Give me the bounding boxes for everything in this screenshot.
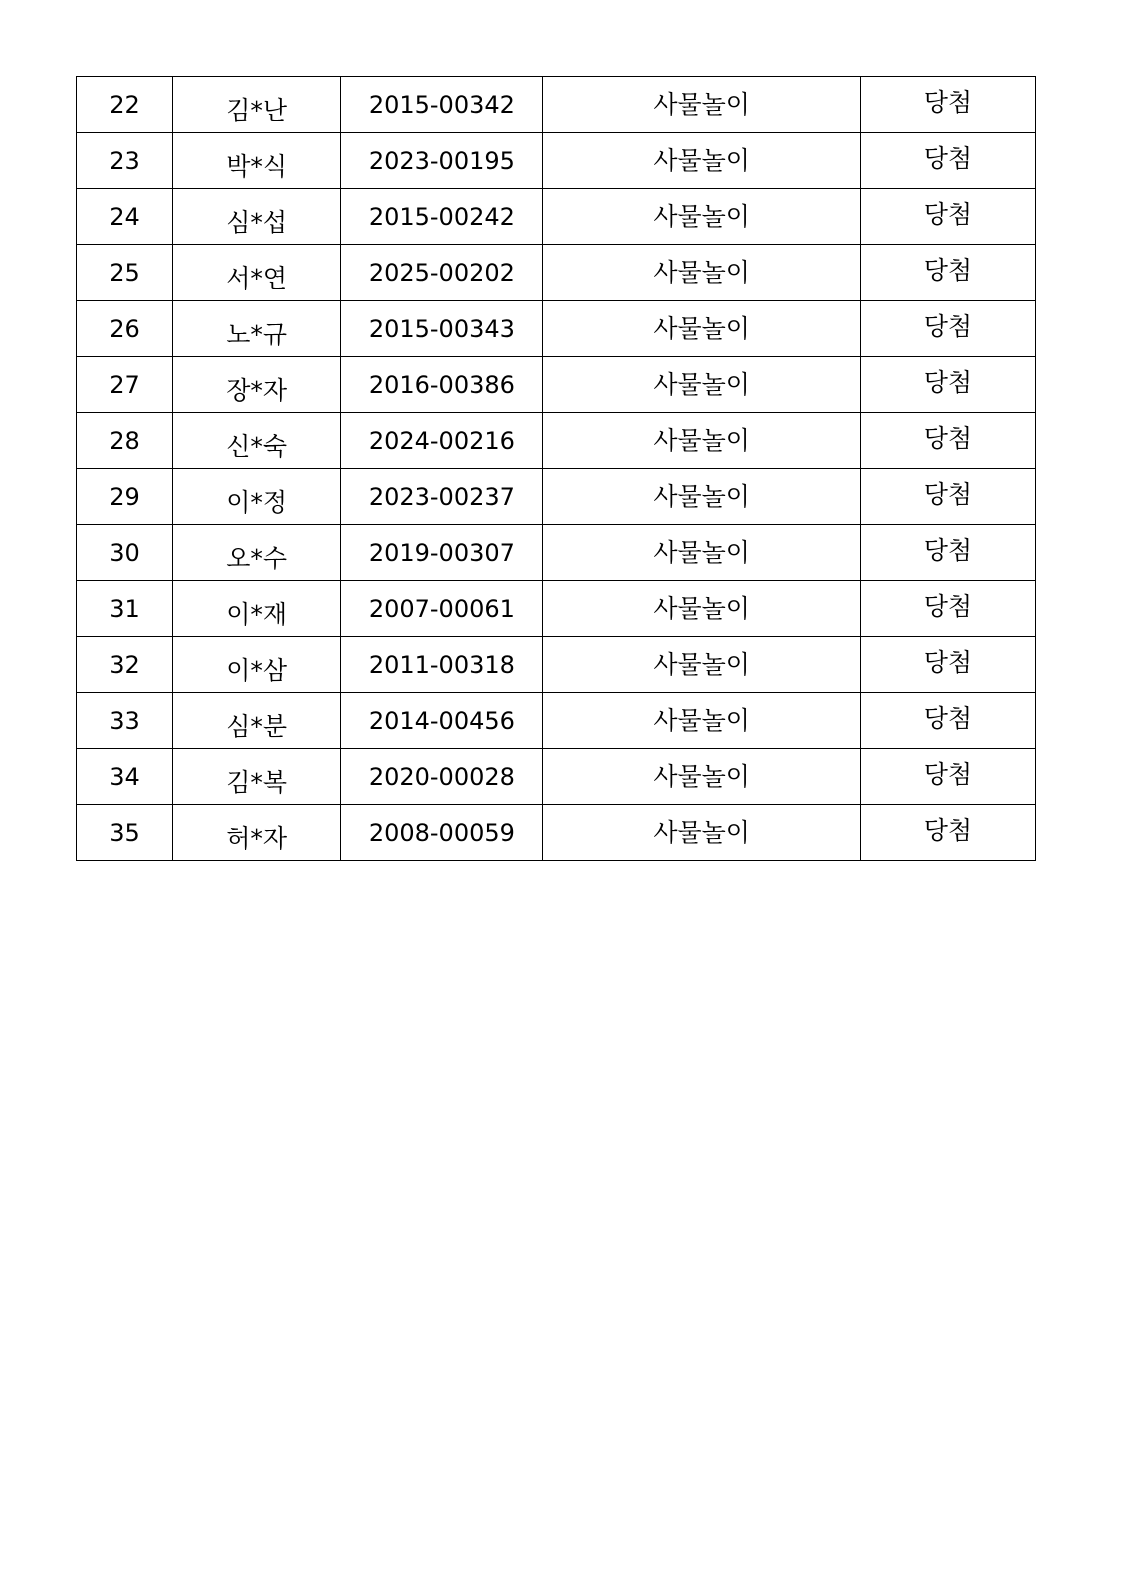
applicant-name-cell — [173, 693, 341, 749]
row-number-cell — [77, 749, 173, 805]
applicant-name: 박*식 — [226, 152, 288, 181]
registration-id-cell — [341, 749, 543, 805]
table-row — [77, 413, 1036, 469]
result-cell — [860, 77, 1035, 133]
row-number-cell — [77, 413, 173, 469]
applicant-name-cell — [173, 357, 341, 413]
applicant-name-cell — [173, 245, 341, 301]
registration-id-cell — [341, 301, 543, 357]
result-cell — [860, 357, 1035, 413]
row-number: 26 — [109, 315, 140, 343]
row-number-cell — [77, 357, 173, 413]
table-row — [77, 301, 1036, 357]
result-cell — [860, 805, 1035, 861]
result-cell — [860, 525, 1035, 581]
row-number: 33 — [109, 707, 140, 735]
result-cell — [860, 749, 1035, 805]
registration-id: 2011-00318 — [368, 651, 515, 679]
program-cell — [543, 637, 860, 693]
applicant-name-cell — [173, 469, 341, 525]
registration-id: 2016-00386 — [368, 371, 515, 399]
applicant-name-cell — [173, 581, 341, 637]
applicant-name: 신*숙 — [226, 432, 288, 461]
registration-id: 2015-00343 — [368, 315, 515, 343]
program-cell — [543, 805, 860, 861]
row-number: 23 — [109, 147, 140, 175]
program-name: 사물놀이 — [653, 90, 750, 119]
applicant-name: 장*자 — [226, 376, 288, 405]
lottery-result-table — [76, 76, 1036, 861]
program-name: 사물놀이 — [653, 370, 750, 399]
row-number-cell — [77, 637, 173, 693]
registration-id: 2023-00195 — [368, 147, 515, 175]
program-cell — [543, 469, 860, 525]
result-status: 당첨 — [923, 424, 973, 453]
program-name: 사물놀이 — [653, 146, 750, 175]
applicant-name-cell — [173, 133, 341, 189]
program-name: 사물놀이 — [653, 818, 750, 847]
table-row — [77, 525, 1036, 581]
registration-id-cell — [341, 693, 543, 749]
registration-id-cell — [341, 581, 543, 637]
registration-id-cell — [341, 469, 543, 525]
result-status: 당첨 — [923, 256, 973, 285]
program-cell — [543, 245, 860, 301]
applicant-name-cell — [173, 77, 341, 133]
applicant-name-cell — [173, 301, 341, 357]
registration-id-cell — [341, 245, 543, 301]
program-cell — [543, 525, 860, 581]
result-status: 당첨 — [923, 816, 973, 845]
row-number-cell — [77, 525, 173, 581]
applicant-name: 오*수 — [226, 544, 288, 573]
program-cell — [543, 749, 860, 805]
result-status: 당첨 — [923, 480, 973, 509]
applicant-name: 노*규 — [226, 320, 288, 349]
applicant-name-cell — [173, 189, 341, 245]
program-name: 사물놀이 — [653, 482, 750, 511]
row-number-cell — [77, 245, 173, 301]
row-number-cell — [77, 189, 173, 245]
row-number: 32 — [109, 651, 140, 679]
applicant-name-cell — [173, 525, 341, 581]
row-number: 35 — [109, 819, 140, 847]
row-number-cell — [77, 581, 173, 637]
registration-id-cell — [341, 413, 543, 469]
row-number: 25 — [109, 259, 140, 287]
row-number-cell — [77, 469, 173, 525]
applicant-name: 심*분 — [226, 712, 288, 741]
table-row — [77, 693, 1036, 749]
table-row — [77, 469, 1036, 525]
registration-id: 2015-00242 — [368, 203, 515, 231]
result-cell — [860, 413, 1035, 469]
table-row — [77, 749, 1036, 805]
result-cell — [860, 693, 1035, 749]
result-status: 당첨 — [923, 592, 973, 621]
row-number-cell — [77, 301, 173, 357]
row-number-cell — [77, 77, 173, 133]
program-cell — [543, 581, 860, 637]
registration-id-cell — [341, 805, 543, 861]
registration-id-cell — [341, 357, 543, 413]
registration-id-cell — [341, 525, 543, 581]
result-status: 당첨 — [923, 648, 973, 677]
result-cell — [860, 301, 1035, 357]
result-cell — [860, 637, 1035, 693]
row-number-cell — [77, 693, 173, 749]
program-name: 사물놀이 — [653, 314, 750, 343]
registration-id: 2014-00456 — [368, 707, 515, 735]
registration-id: 2007-00061 — [368, 595, 515, 623]
table-row — [77, 805, 1036, 861]
result-cell — [860, 469, 1035, 525]
program-cell — [543, 189, 860, 245]
applicant-name-cell — [173, 805, 341, 861]
result-cell — [860, 245, 1035, 301]
applicant-name-cell — [173, 637, 341, 693]
registration-id: 2025-00202 — [368, 259, 515, 287]
row-number: 29 — [109, 483, 140, 511]
program-name: 사물놀이 — [653, 706, 750, 735]
result-status: 당첨 — [923, 88, 973, 117]
table-row — [77, 581, 1036, 637]
applicant-name: 허*자 — [226, 824, 288, 853]
registration-id-cell — [341, 133, 543, 189]
registration-id: 2020-00028 — [368, 763, 515, 791]
program-cell — [543, 77, 860, 133]
result-status: 당첨 — [923, 704, 973, 733]
registration-id: 2023-00237 — [368, 483, 515, 511]
result-status: 당첨 — [923, 312, 973, 341]
applicant-name: 김*복 — [226, 768, 288, 797]
table-row — [77, 77, 1036, 133]
result-status: 당첨 — [923, 760, 973, 789]
applicant-name: 서*연 — [226, 264, 288, 293]
row-number: 22 — [109, 91, 140, 119]
row-number: 24 — [109, 203, 140, 231]
result-status: 당첨 — [923, 200, 973, 229]
program-name: 사물놀이 — [653, 258, 750, 287]
program-cell — [543, 693, 860, 749]
registration-id-cell — [341, 637, 543, 693]
row-number: 28 — [109, 427, 140, 455]
program-cell — [543, 357, 860, 413]
applicant-name: 이*재 — [226, 600, 288, 629]
program-cell — [543, 301, 860, 357]
table-row — [77, 133, 1036, 189]
row-number: 27 — [109, 371, 140, 399]
registration-id: 2008-00059 — [368, 819, 515, 847]
result-cell — [860, 133, 1035, 189]
row-number-cell — [77, 133, 173, 189]
result-status: 당첨 — [923, 536, 973, 565]
applicant-name-cell — [173, 413, 341, 469]
applicant-name-cell — [173, 749, 341, 805]
program-name: 사물놀이 — [653, 762, 750, 791]
applicant-name: 이*정 — [226, 488, 288, 517]
applicant-name: 심*섭 — [226, 208, 288, 237]
result-status: 당첨 — [923, 144, 973, 173]
applicant-name: 김*난 — [226, 96, 288, 125]
table-row — [77, 189, 1036, 245]
table-row — [77, 637, 1036, 693]
table-row — [77, 245, 1036, 301]
registration-id: 2015-00342 — [368, 91, 515, 119]
program-cell — [543, 413, 860, 469]
registration-id-cell — [341, 189, 543, 245]
applicant-name: 이*삼 — [226, 656, 288, 685]
table-row — [77, 357, 1036, 413]
program-cell — [543, 133, 860, 189]
program-name: 사물놀이 — [653, 650, 750, 679]
result-cell — [860, 581, 1035, 637]
program-name: 사물놀이 — [653, 202, 750, 231]
registration-id-cell — [341, 77, 543, 133]
row-number: 34 — [109, 763, 140, 791]
row-number-cell — [77, 805, 173, 861]
program-name: 사물놀이 — [653, 538, 750, 567]
program-name: 사물놀이 — [653, 426, 750, 455]
row-number: 31 — [109, 595, 140, 623]
registration-id: 2024-00216 — [368, 427, 515, 455]
registration-id: 2019-00307 — [368, 539, 515, 567]
result-status: 당첨 — [923, 368, 973, 397]
row-number: 30 — [109, 539, 140, 567]
program-name: 사물놀이 — [653, 594, 750, 623]
result-cell — [860, 189, 1035, 245]
